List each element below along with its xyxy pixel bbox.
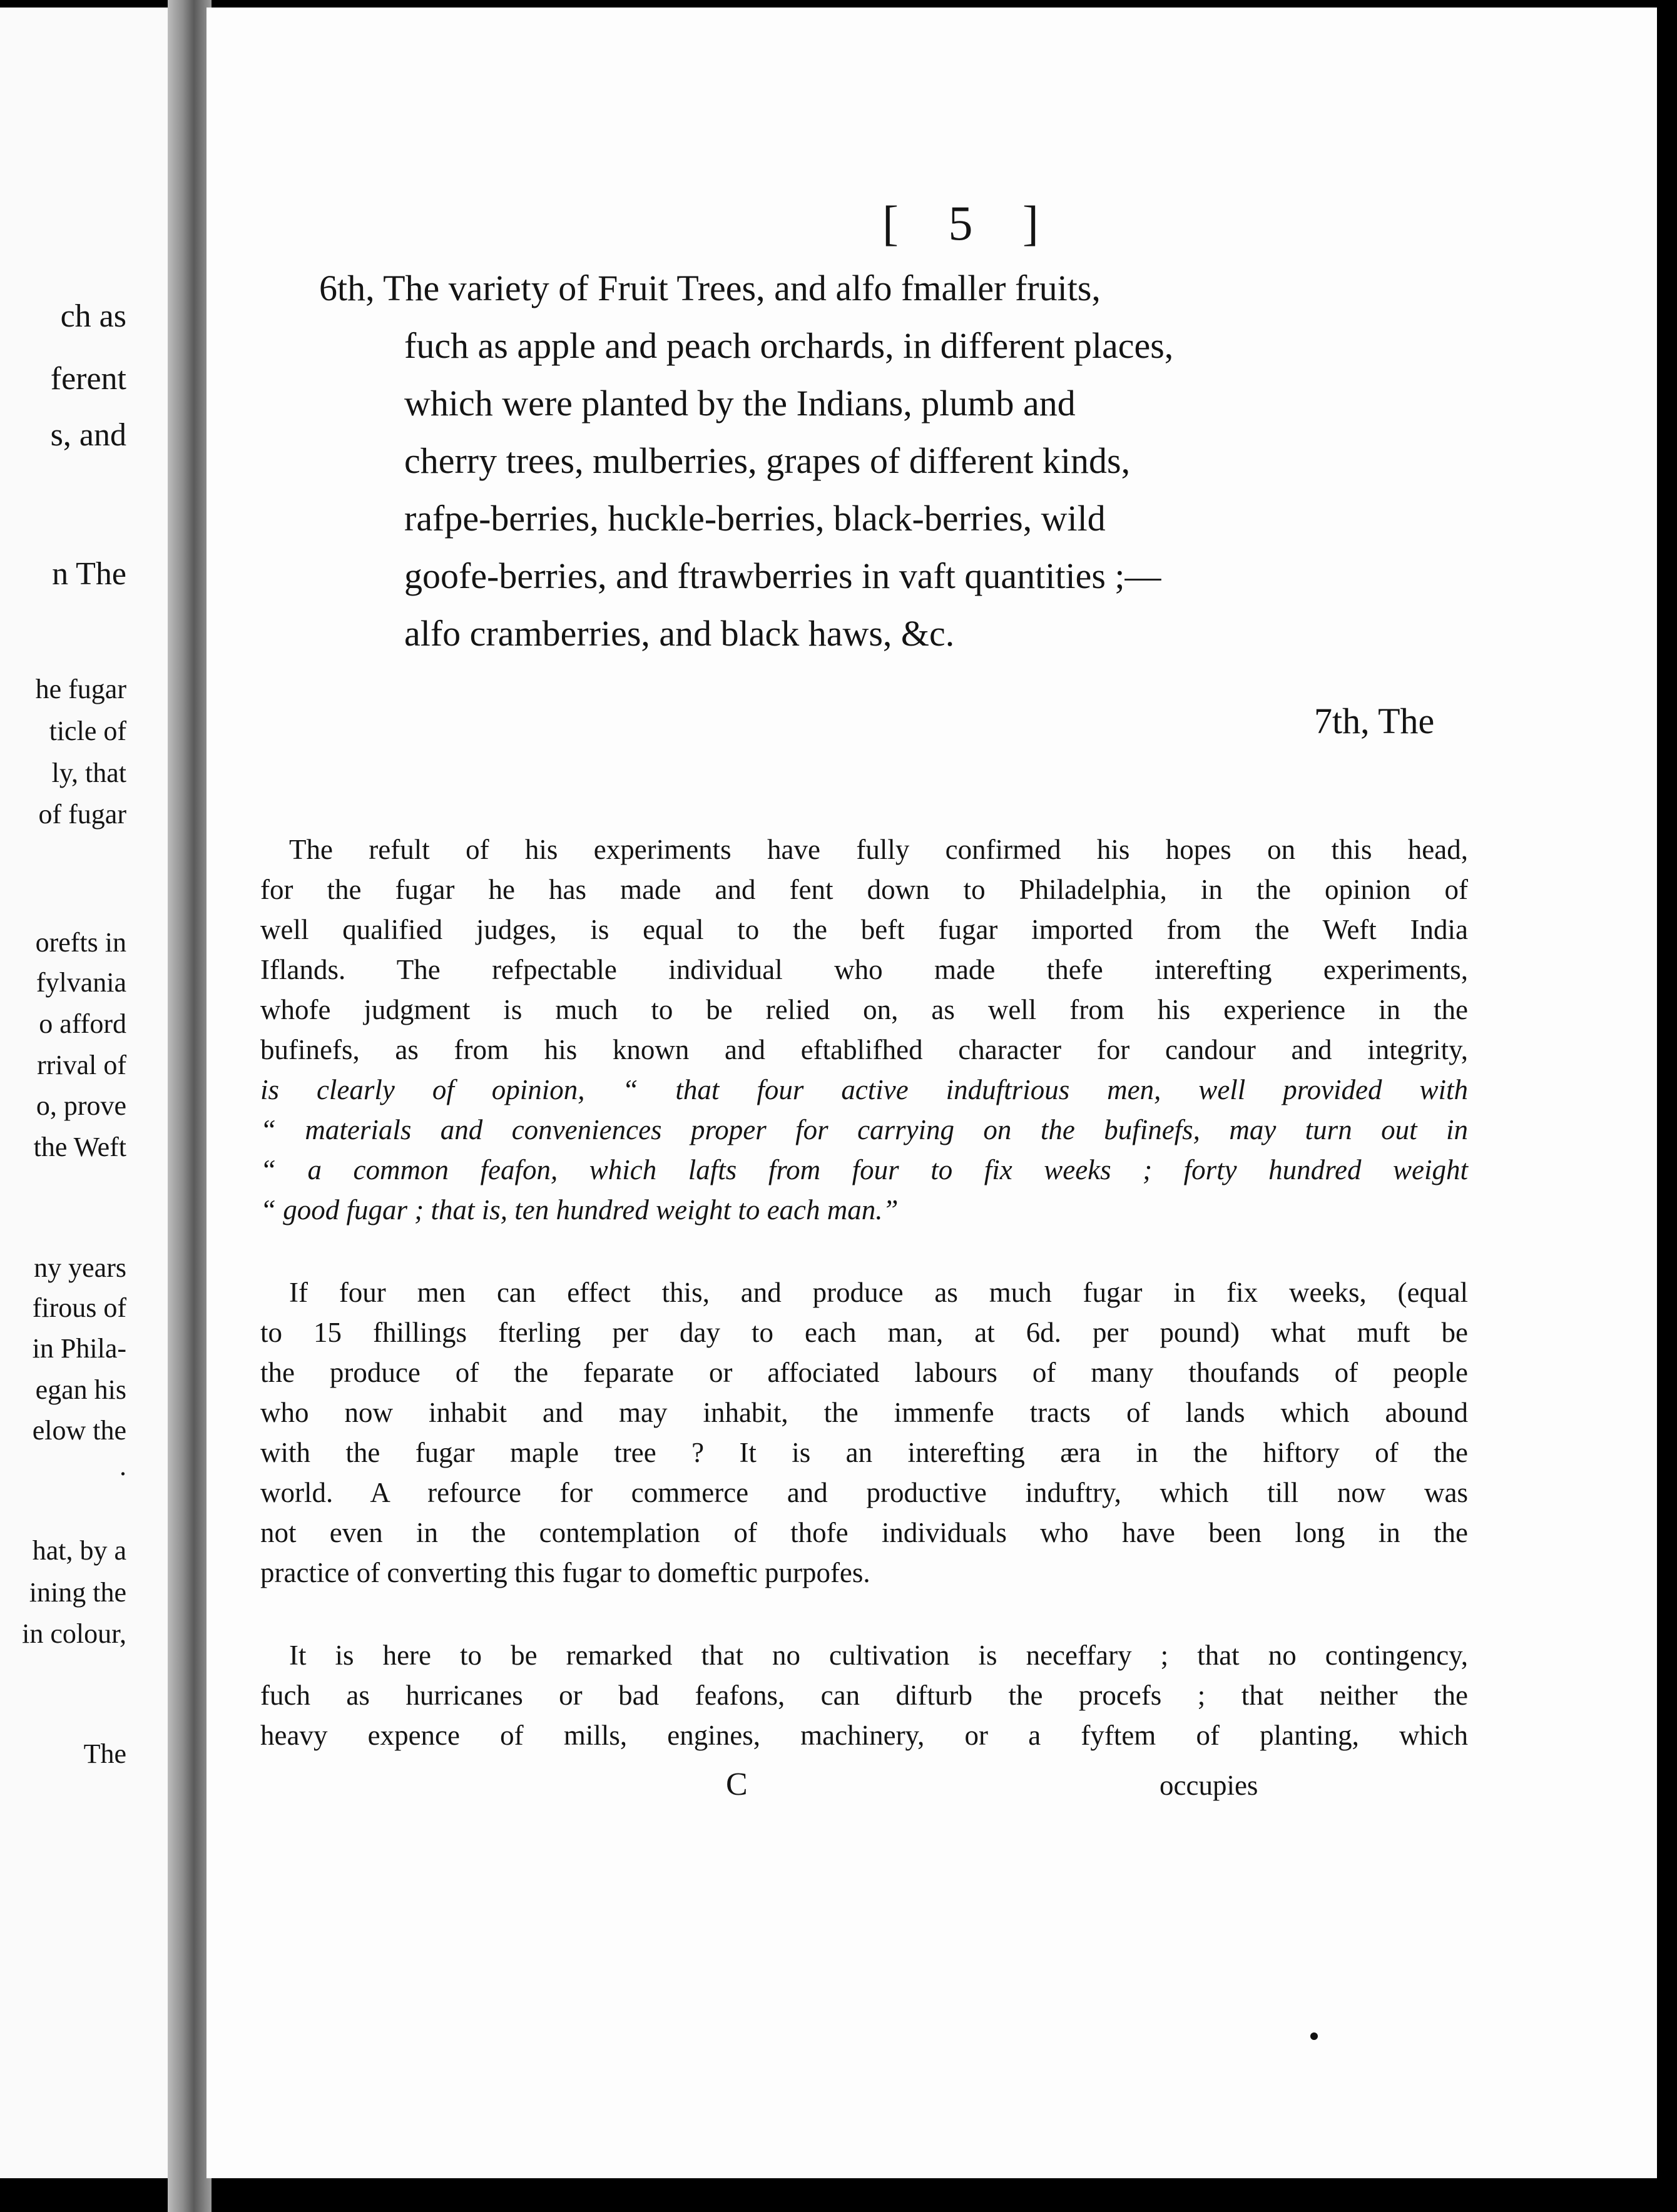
left-page-text: ferent <box>50 361 126 397</box>
footnote-line: “ a common feafon, which lafts from four to fix weeks ; forty hundred weight <box>260 1154 1468 1185</box>
section-line: 6th, The variety of Fruit Trees, and alfo fmaller fruits, <box>319 268 1101 308</box>
catchword-7th: 7th, The <box>1314 701 1435 741</box>
footnote-line: well qualified judges, is equal to the beft fugar imported from the Weft India <box>260 914 1468 945</box>
footnote-line: to 15 fhillings fterling per day to each man, at 6d. per pound) what muft be <box>260 1317 1468 1348</box>
left-page-text: o, prove <box>36 1090 126 1121</box>
ink-speck <box>1310 2032 1318 2040</box>
footnote-line: “ materials and conveniences proper for carrying on the bufinefs, may turn out in <box>260 1114 1468 1145</box>
footnote-line: for the fugar he has made and fent down to Philadelphia, in the opinion of <box>260 874 1468 905</box>
left-page-text: . <box>120 1451 126 1481</box>
left-page-text: in colour, <box>22 1618 126 1649</box>
left-page-text: s, and <box>50 417 126 453</box>
footnote-line: is clearly of opinion, “ that four active induftrious men, well provided with <box>260 1074 1468 1105</box>
footnote-line: If four men can effect this, and produce as much fugar in fix weeks, (equal <box>289 1277 1468 1308</box>
left-page-text: o afford <box>39 1008 126 1039</box>
footnote-line: The refult of his experiments have fully confirmed his hopes on this head, <box>289 834 1468 865</box>
page-number: [ 5 ] <box>882 196 1058 250</box>
footnote-line: Iflands. The refpectable individual who made thefe interefting experiments, <box>260 954 1468 985</box>
left-page-text: orefts in <box>35 927 126 958</box>
left-page-text: ch as <box>60 298 126 334</box>
section-line: rafpe-berries, huckle-berries, black-berries, wild <box>404 498 1106 539</box>
left-page-text: egan his <box>35 1374 126 1405</box>
footnote-line: with the fugar maple tree ? It is an interefting æra in the hiftory of the <box>260 1437 1468 1468</box>
left-page-text: elow the <box>32 1415 126 1446</box>
footnote-line: not even in the contemplation of thofe individuals who have been long in the <box>260 1517 1468 1548</box>
footnote-line: the produce of the feparate or affociated labours of many thoufands of people <box>260 1357 1468 1388</box>
section-line: fuch as apple and peach orchards, in different places, <box>404 325 1174 366</box>
footnote-line: bufinefs, as from his known and eftablifhed character for candour and integrity, <box>260 1034 1468 1065</box>
footnote-line: “ good fugar ; that is, ten hundred weight to each man.” <box>260 1194 899 1225</box>
left-page-text: ny years <box>34 1252 126 1283</box>
left-page-fragment <box>0 8 183 2178</box>
left-page-text: he fugar <box>35 674 126 704</box>
signature-mark: C <box>726 1767 748 1802</box>
footnote-line: fuch as hurricanes or bad feafons, can difturb the procefs ; that neither the <box>260 1680 1468 1711</box>
footnote-line: whofe judgment is much to be relied on, as well from his experience in the <box>260 994 1468 1025</box>
left-page-text: firous of <box>32 1292 126 1323</box>
footnote-line: world. A refource for commerce and productive induftry, which till now was <box>260 1477 1468 1508</box>
section-line: cherry trees, mulberries, grapes of different kinds, <box>404 440 1131 481</box>
right-page <box>206 8 1657 2178</box>
section-line: goofe-berries, and ftrawberries in vaft quantities ;— <box>404 556 1161 596</box>
book-gutter <box>168 0 212 2212</box>
footnote-line: heavy expence of mills, engines, machinery, or a fyftem of planting, which <box>260 1720 1468 1751</box>
left-page-text: The <box>83 1738 126 1769</box>
left-page-text: ining the <box>29 1577 126 1608</box>
section-line: which were planted by the Indians, plumb and <box>404 383 1076 424</box>
left-page-text: n The <box>52 556 126 592</box>
section-line: alfo cramberries, and black haws, &c. <box>404 613 955 654</box>
footnote-line: It is here to be remarked that no cultivation is neceffary ; that no contingency, <box>289 1640 1468 1671</box>
left-page-text: hat, by a <box>32 1535 126 1566</box>
catchword-bottom: occupies <box>1160 1770 1258 1801</box>
left-page-text: the Weft <box>33 1132 126 1162</box>
left-page-text: of fugar <box>38 799 126 830</box>
left-page-text: rrival of <box>37 1050 126 1080</box>
footnote-line: who now inhabit and may inhabit, the immenfe tracts of lands which abound <box>260 1397 1468 1428</box>
left-page-text: in Phila- <box>32 1333 126 1364</box>
left-page-text: ticle of <box>49 716 126 746</box>
left-page-text: ly, that <box>51 758 126 788</box>
left-page-text: fylvania <box>36 967 126 998</box>
footnote-line: practice of converting this fugar to domeftic purpofes. <box>260 1557 870 1588</box>
